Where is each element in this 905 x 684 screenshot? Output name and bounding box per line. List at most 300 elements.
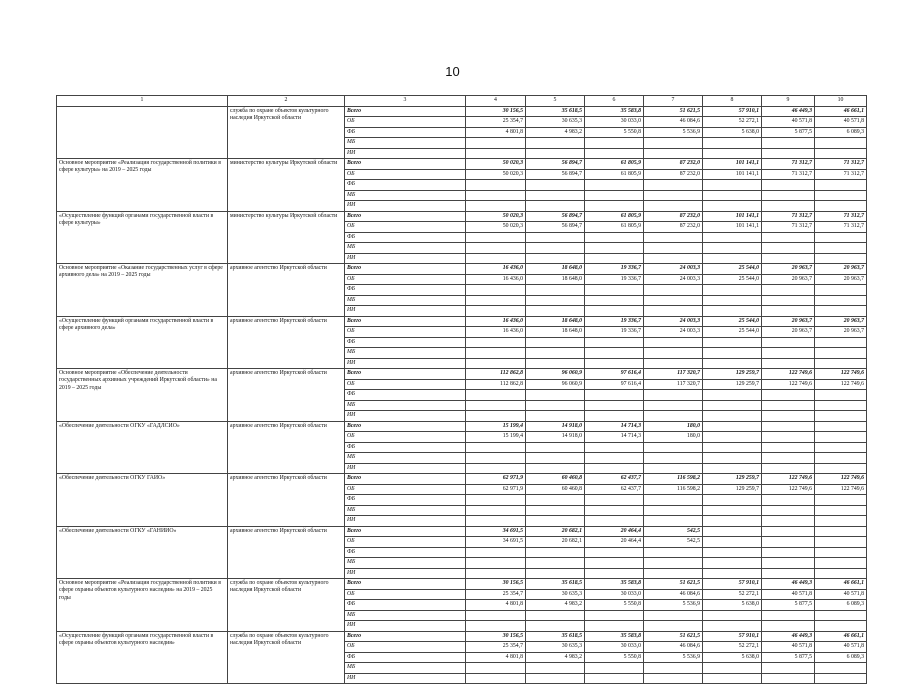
- amount-cell: [703, 138, 762, 149]
- amount-cell: 19 336,7: [585, 316, 644, 327]
- amount-cell: 112 862,8: [466, 369, 526, 380]
- amount-cell: [644, 505, 703, 516]
- funding-source-cell: Всего: [345, 579, 466, 590]
- funding-source-cell: Всего: [345, 474, 466, 485]
- amount-cell: [703, 463, 762, 474]
- amount-cell: [703, 180, 762, 191]
- amount-cell: 20 682,1: [526, 526, 585, 537]
- funding-source-cell: ИИ: [345, 253, 466, 264]
- header-cell: 8: [703, 96, 762, 107]
- amount-cell: [526, 390, 585, 401]
- funding-source-cell: ОБ: [345, 327, 466, 338]
- amount-cell: [762, 453, 815, 464]
- amount-cell: 4 801,8: [466, 652, 526, 663]
- amount-cell: 122 749,6: [815, 474, 867, 485]
- amount-cell: [466, 243, 526, 254]
- amount-cell: [526, 547, 585, 558]
- amount-cell: 15 199,4: [466, 421, 526, 432]
- amount-cell: [815, 516, 867, 527]
- amount-cell: 6 089,3: [815, 600, 867, 611]
- amount-cell: 20 963,7: [762, 274, 815, 285]
- amount-cell: 61 805,9: [585, 169, 644, 180]
- amount-cell: 56 894,7: [526, 222, 585, 233]
- amount-cell: 60 460,8: [526, 484, 585, 495]
- amount-cell: 71 312,7: [815, 211, 867, 222]
- amount-cell: 96 060,9: [526, 369, 585, 380]
- amount-cell: 46 084,6: [644, 589, 703, 600]
- amount-cell: 101 141,1: [703, 211, 762, 222]
- amount-cell: [762, 232, 815, 243]
- amount-cell: [762, 285, 815, 296]
- amount-cell: 71 312,7: [762, 159, 815, 170]
- amount-cell: 6 089,3: [815, 652, 867, 663]
- amount-cell: 20 464,4: [585, 526, 644, 537]
- amount-cell: [644, 621, 703, 632]
- amount-cell: 30 033,0: [585, 589, 644, 600]
- amount-cell: [466, 201, 526, 212]
- amount-cell: [815, 180, 867, 191]
- amount-cell: 129 259,7: [703, 484, 762, 495]
- amount-cell: [466, 232, 526, 243]
- funding-source-cell: Всего: [345, 211, 466, 222]
- amount-cell: 71 312,7: [815, 159, 867, 170]
- amount-cell: 19 336,7: [585, 264, 644, 275]
- amount-cell: 97 616,4: [585, 379, 644, 390]
- amount-cell: [466, 306, 526, 317]
- amount-cell: 51 621,5: [644, 579, 703, 590]
- amount-cell: [644, 148, 703, 159]
- amount-cell: [703, 295, 762, 306]
- amount-cell: 20 963,7: [762, 316, 815, 327]
- amount-cell: [526, 285, 585, 296]
- amount-cell: 4 801,8: [466, 127, 526, 138]
- amount-cell: [703, 358, 762, 369]
- amount-cell: 5 877,5: [762, 600, 815, 611]
- table-row: [57, 579, 867, 590]
- amount-cell: 57 910,1: [703, 106, 762, 117]
- amount-cell: 96 060,9: [526, 379, 585, 390]
- amount-cell: 5 638,0: [703, 600, 762, 611]
- amount-cell: [703, 621, 762, 632]
- amount-cell: [815, 190, 867, 201]
- amount-cell: [585, 295, 644, 306]
- amount-cell: [526, 453, 585, 464]
- amount-cell: 35 618,5: [526, 106, 585, 117]
- funding-source-cell: МБ: [345, 558, 466, 569]
- amount-cell: [585, 190, 644, 201]
- funding-source-cell: ФБ: [345, 127, 466, 138]
- amount-cell: 25 544,0: [703, 274, 762, 285]
- page-number: 10: [445, 64, 460, 79]
- measure-name-cell: «Обеспечение деятельности ОГКУ ГАИО»: [57, 474, 228, 527]
- funding-source-cell: ФБ: [345, 180, 466, 191]
- amount-cell: 24 003,3: [644, 316, 703, 327]
- amount-cell: 40 571,8: [762, 117, 815, 128]
- amount-cell: [703, 432, 762, 443]
- amount-cell: 542,5: [644, 526, 703, 537]
- funding-source-cell: ОБ: [345, 169, 466, 180]
- amount-cell: [703, 558, 762, 569]
- amount-cell: [762, 610, 815, 621]
- amount-cell: [644, 337, 703, 348]
- amount-cell: [815, 348, 867, 359]
- table-header-row: [57, 96, 867, 107]
- amount-cell: 62 437,7: [585, 474, 644, 485]
- amount-cell: [585, 348, 644, 359]
- amount-cell: [644, 285, 703, 296]
- amount-cell: [526, 495, 585, 506]
- amount-cell: [703, 390, 762, 401]
- amount-cell: [644, 442, 703, 453]
- amount-cell: 18 648,0: [526, 274, 585, 285]
- amount-cell: 40 571,8: [815, 117, 867, 128]
- amount-cell: 35 618,5: [526, 579, 585, 590]
- amount-cell: [585, 337, 644, 348]
- amount-cell: [815, 453, 867, 464]
- amount-cell: [585, 621, 644, 632]
- executor-cell: архивное агентство Иркутской области: [228, 369, 345, 422]
- amount-cell: 50 020,3: [466, 159, 526, 170]
- measure-name-cell: «Обеспечение деятельности ОГКУ «ГАДЛСИО»: [57, 421, 228, 474]
- measure-name-cell: Основное мероприятие «Реализация государственной политики в сфере охраны объектов культурного наследия» на 2019 – 2025 годы: [57, 579, 228, 632]
- amount-cell: [762, 568, 815, 579]
- amount-cell: [526, 463, 585, 474]
- amount-cell: [466, 495, 526, 506]
- amount-cell: 87 232,0: [644, 211, 703, 222]
- amount-cell: 101 141,1: [703, 169, 762, 180]
- amount-cell: [466, 673, 526, 684]
- amount-cell: [466, 180, 526, 191]
- funding-source-cell: ФБ: [345, 442, 466, 453]
- funding-source-cell: ИИ: [345, 673, 466, 684]
- amount-cell: 25 354,7: [466, 642, 526, 653]
- amount-cell: 30 033,0: [585, 117, 644, 128]
- funding-source-cell: ОБ: [345, 379, 466, 390]
- amount-cell: 30 635,3: [526, 642, 585, 653]
- amount-cell: 57 910,1: [703, 631, 762, 642]
- amount-cell: [815, 526, 867, 537]
- amount-cell: 60 460,8: [526, 474, 585, 485]
- amount-cell: [585, 201, 644, 212]
- amount-cell: [585, 453, 644, 464]
- amount-cell: [526, 610, 585, 621]
- amount-cell: [762, 505, 815, 516]
- header-cell: 6: [585, 96, 644, 107]
- amount-cell: [526, 253, 585, 264]
- amount-cell: 5 536,9: [644, 127, 703, 138]
- amount-cell: 71 312,7: [762, 222, 815, 233]
- amount-cell: [526, 621, 585, 632]
- amount-cell: [703, 516, 762, 527]
- funding-source-cell: ФБ: [345, 390, 466, 401]
- amount-cell: 542,5: [644, 537, 703, 548]
- amount-cell: 122 749,6: [815, 484, 867, 495]
- amount-cell: [815, 295, 867, 306]
- amount-cell: [526, 348, 585, 359]
- amount-cell: 18 648,0: [526, 316, 585, 327]
- amount-cell: [585, 558, 644, 569]
- amount-cell: 14 918,0: [526, 432, 585, 443]
- funding-source-cell: ОБ: [345, 432, 466, 443]
- amount-cell: [466, 568, 526, 579]
- amount-cell: [762, 138, 815, 149]
- amount-cell: 4 983,2: [526, 127, 585, 138]
- executor-cell: архивное агентство Иркутской области: [228, 421, 345, 474]
- amount-cell: [526, 295, 585, 306]
- amount-cell: [815, 138, 867, 149]
- amount-cell: [815, 537, 867, 548]
- amount-cell: 34 691,5: [466, 537, 526, 548]
- funding-source-cell: ФБ: [345, 337, 466, 348]
- funding-source-cell: ОБ: [345, 222, 466, 233]
- amount-cell: [466, 547, 526, 558]
- amount-cell: [466, 190, 526, 201]
- amount-cell: 5 877,5: [762, 652, 815, 663]
- amount-cell: [585, 390, 644, 401]
- funding-source-cell: МБ: [345, 138, 466, 149]
- funding-source-cell: ФБ: [345, 232, 466, 243]
- executor-cell: служба по охране объектов культурного наследия Иркутской области: [228, 631, 345, 684]
- measure-name-cell: «Обеспечение деятельности ОГКУ «ГАНИИО»: [57, 526, 228, 579]
- amount-cell: 20 464,4: [585, 537, 644, 548]
- amount-cell: [703, 610, 762, 621]
- amount-cell: [762, 400, 815, 411]
- amount-cell: [466, 663, 526, 674]
- executor-cell: министерство культуры Иркутской области: [228, 159, 345, 212]
- amount-cell: [815, 253, 867, 264]
- amount-cell: 87 232,0: [644, 222, 703, 233]
- funding-source-cell: Всего: [345, 526, 466, 537]
- amount-cell: [466, 390, 526, 401]
- funding-source-cell: Всего: [345, 421, 466, 432]
- amount-cell: 5 877,5: [762, 127, 815, 138]
- funding-source-cell: ИИ: [345, 411, 466, 422]
- amount-cell: 51 621,5: [644, 631, 703, 642]
- amount-cell: 46 084,6: [644, 117, 703, 128]
- amount-cell: 40 571,8: [815, 642, 867, 653]
- amount-cell: 24 003,3: [644, 327, 703, 338]
- amount-cell: [762, 390, 815, 401]
- amount-cell: 56 894,7: [526, 159, 585, 170]
- amount-cell: [644, 610, 703, 621]
- amount-cell: [466, 400, 526, 411]
- amount-cell: [585, 138, 644, 149]
- amount-cell: [585, 148, 644, 159]
- header-cell: 7: [644, 96, 703, 107]
- executor-cell: архивное агентство Иркутской области: [228, 264, 345, 317]
- funding-source-cell: ФБ: [345, 547, 466, 558]
- amount-cell: 52 272,1: [703, 589, 762, 600]
- amount-cell: 117 320,7: [644, 369, 703, 380]
- amount-cell: [585, 610, 644, 621]
- amount-cell: 71 312,7: [815, 222, 867, 233]
- amount-cell: [762, 358, 815, 369]
- executor-cell: министерство культуры Иркутской области: [228, 211, 345, 264]
- amount-cell: [526, 558, 585, 569]
- amount-cell: 25 544,0: [703, 316, 762, 327]
- amount-cell: [815, 558, 867, 569]
- amount-cell: 25 354,7: [466, 117, 526, 128]
- amount-cell: [644, 243, 703, 254]
- amount-cell: 46 661,1: [815, 106, 867, 117]
- amount-cell: [526, 568, 585, 579]
- amount-cell: 116 598,2: [644, 474, 703, 485]
- funding-source-cell: ОБ: [345, 484, 466, 495]
- amount-cell: 4 801,8: [466, 600, 526, 611]
- amount-cell: [762, 621, 815, 632]
- amount-cell: [585, 232, 644, 243]
- amount-cell: 46 449,3: [762, 631, 815, 642]
- amount-cell: 122 749,6: [762, 484, 815, 495]
- amount-cell: [762, 558, 815, 569]
- amount-cell: 30 635,3: [526, 589, 585, 600]
- table-row: [57, 526, 867, 537]
- amount-cell: [815, 610, 867, 621]
- amount-cell: 34 691,5: [466, 526, 526, 537]
- amount-cell: 5 638,0: [703, 652, 762, 663]
- amount-cell: 50 020,3: [466, 222, 526, 233]
- amount-cell: [703, 537, 762, 548]
- amount-cell: [466, 358, 526, 369]
- amount-cell: 87 232,0: [644, 169, 703, 180]
- amount-cell: 71 312,7: [762, 211, 815, 222]
- amount-cell: [526, 232, 585, 243]
- measure-name-cell: «Осуществление функций органами государственной власти в сфере культуры»: [57, 211, 228, 264]
- amount-cell: 5 550,8: [585, 600, 644, 611]
- amount-cell: [703, 495, 762, 506]
- amount-cell: [466, 516, 526, 527]
- funding-source-cell: Всего: [345, 316, 466, 327]
- funding-source-cell: ОБ: [345, 642, 466, 653]
- amount-cell: 40 571,8: [815, 589, 867, 600]
- funding-source-cell: МБ: [345, 190, 466, 201]
- amount-cell: 61 805,9: [585, 222, 644, 233]
- amount-cell: [466, 337, 526, 348]
- amount-cell: 25 354,7: [466, 589, 526, 600]
- amount-cell: 14 714,3: [585, 421, 644, 432]
- amount-cell: [644, 358, 703, 369]
- amount-cell: [526, 138, 585, 149]
- amount-cell: 122 749,6: [762, 474, 815, 485]
- amount-cell: 40 571,8: [762, 642, 815, 653]
- amount-cell: [644, 568, 703, 579]
- amount-cell: [815, 358, 867, 369]
- amount-cell: [644, 190, 703, 201]
- amount-cell: [644, 295, 703, 306]
- amount-cell: 16 436,0: [466, 264, 526, 275]
- executor-cell: служба по охране объектов культурного наследия Иркутской области: [228, 106, 345, 159]
- budget-table: [56, 95, 867, 684]
- amount-cell: 97 616,4: [585, 369, 644, 380]
- amount-cell: [762, 190, 815, 201]
- amount-cell: [762, 306, 815, 317]
- amount-cell: 20 963,7: [762, 327, 815, 338]
- amount-cell: 52 272,1: [703, 117, 762, 128]
- amount-cell: [815, 673, 867, 684]
- amount-cell: 71 312,7: [815, 169, 867, 180]
- amount-cell: [526, 337, 585, 348]
- amount-cell: [526, 673, 585, 684]
- amount-cell: [466, 610, 526, 621]
- amount-cell: [703, 148, 762, 159]
- amount-cell: [762, 295, 815, 306]
- amount-cell: [703, 547, 762, 558]
- amount-cell: [815, 663, 867, 674]
- funding-source-cell: ОБ: [345, 274, 466, 285]
- amount-cell: [703, 526, 762, 537]
- executor-cell: архивное агентство Иркутской области: [228, 316, 345, 369]
- amount-cell: [762, 253, 815, 264]
- amount-cell: [815, 568, 867, 579]
- amount-cell: [762, 526, 815, 537]
- amount-cell: [815, 148, 867, 159]
- amount-cell: [703, 568, 762, 579]
- amount-cell: 46 661,1: [815, 631, 867, 642]
- amount-cell: [526, 442, 585, 453]
- amount-cell: [815, 505, 867, 516]
- header-cell: 10: [815, 96, 867, 107]
- amount-cell: 122 749,6: [762, 379, 815, 390]
- executor-cell: архивное агентство Иркутской области: [228, 526, 345, 579]
- amount-cell: 87 232,0: [644, 159, 703, 170]
- amount-cell: 50 020,3: [466, 211, 526, 222]
- amount-cell: [526, 516, 585, 527]
- funding-source-cell: МБ: [345, 610, 466, 621]
- amount-cell: 116 598,2: [644, 484, 703, 495]
- amount-cell: 20 963,7: [815, 274, 867, 285]
- amount-cell: [762, 201, 815, 212]
- amount-cell: [585, 673, 644, 684]
- amount-cell: 5 638,0: [703, 127, 762, 138]
- amount-cell: 35 583,8: [585, 106, 644, 117]
- amount-cell: [815, 411, 867, 422]
- amount-cell: [585, 463, 644, 474]
- amount-cell: [526, 306, 585, 317]
- table-row: [57, 264, 867, 275]
- amount-cell: [466, 442, 526, 453]
- amount-cell: 51 621,5: [644, 106, 703, 117]
- funding-source-cell: Всего: [345, 369, 466, 380]
- header-cell: 3: [345, 96, 466, 107]
- amount-cell: [815, 421, 867, 432]
- amount-cell: [703, 421, 762, 432]
- amount-cell: [703, 663, 762, 674]
- amount-cell: 46 449,3: [762, 106, 815, 117]
- amount-cell: [703, 411, 762, 422]
- amount-cell: [703, 253, 762, 264]
- amount-cell: [466, 348, 526, 359]
- amount-cell: [815, 547, 867, 558]
- funding-source-cell: ИИ: [345, 621, 466, 632]
- amount-cell: [526, 243, 585, 254]
- funding-source-cell: ИИ: [345, 306, 466, 317]
- funding-source-cell: ИИ: [345, 148, 466, 159]
- amount-cell: [644, 411, 703, 422]
- amount-cell: 122 749,6: [815, 369, 867, 380]
- funding-source-cell: МБ: [345, 453, 466, 464]
- amount-cell: [466, 505, 526, 516]
- funding-source-cell: МБ: [345, 243, 466, 254]
- funding-source-cell: МБ: [345, 295, 466, 306]
- amount-cell: [703, 285, 762, 296]
- measure-name-cell: «Осуществление функций органами государственной власти в сфере архивного дела»: [57, 316, 228, 369]
- amount-cell: 20 963,7: [762, 264, 815, 275]
- amount-cell: [585, 547, 644, 558]
- amount-cell: 129 259,7: [703, 474, 762, 485]
- amount-cell: 62 437,7: [585, 484, 644, 495]
- funding-source-cell: МБ: [345, 400, 466, 411]
- amount-cell: 129 259,7: [703, 369, 762, 380]
